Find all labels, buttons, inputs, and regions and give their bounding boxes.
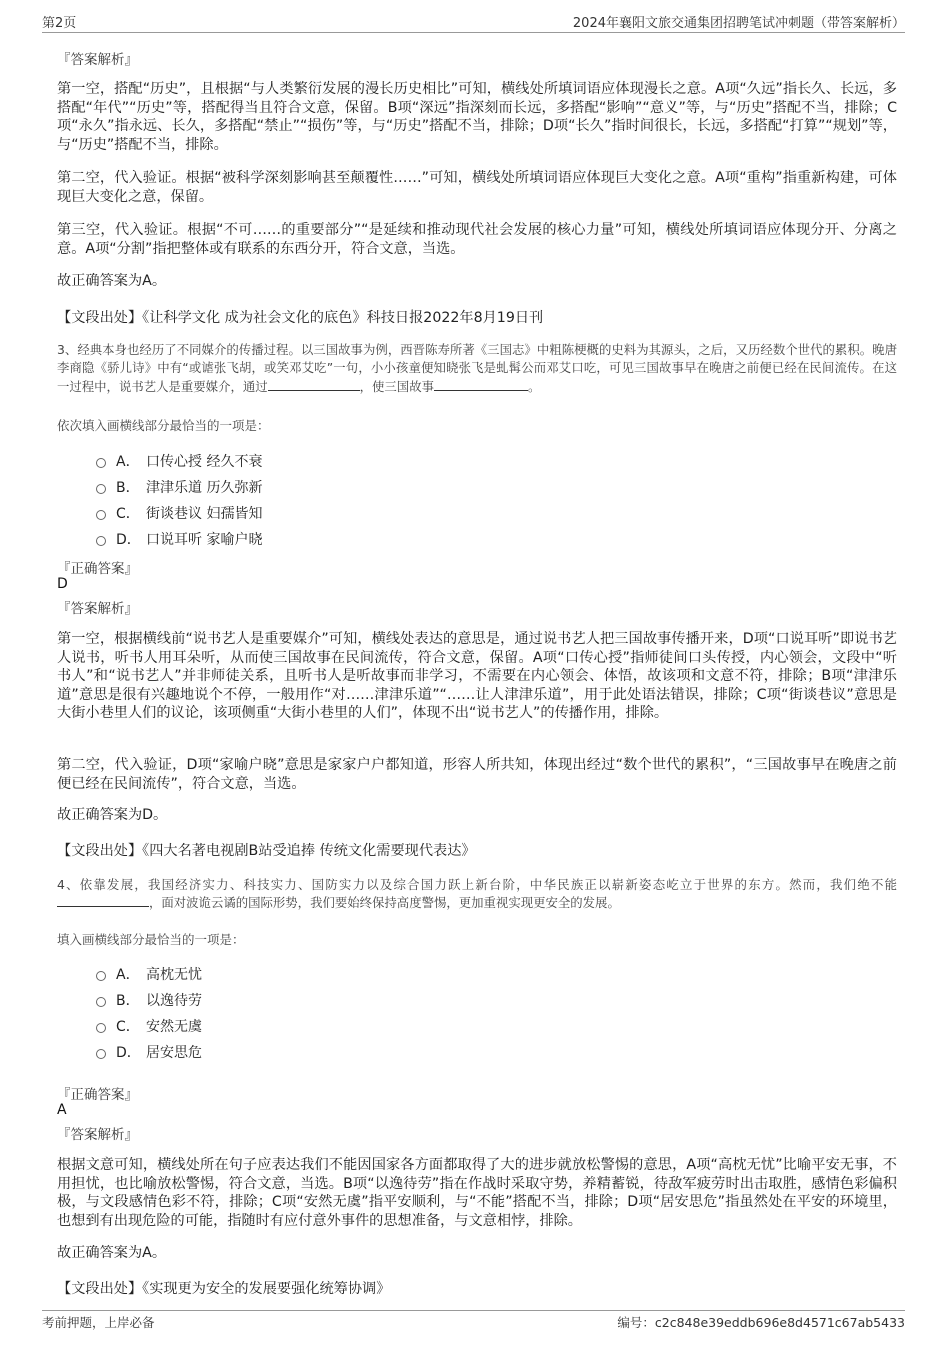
source-citation: 【文段出处】《让科学文化 成为社会文化的底色》科技日报2022年8月19日刊 (57, 310, 544, 326)
radio-icon[interactable] (96, 1023, 106, 1033)
option-a[interactable] (96, 451, 262, 471)
question-text: ，使三国故事 (359, 378, 434, 394)
option-d[interactable] (96, 1042, 202, 1062)
fill-blank (57, 894, 149, 907)
option-text: 安然无虞 (146, 1019, 202, 1035)
option-text: 以逸待劳 (146, 993, 202, 1009)
option-letter: C． (116, 506, 140, 522)
option-text: 口说耳听 家喻户晓 (146, 532, 263, 548)
footer-slogan: 考前押题，上岸必备 (42, 1315, 155, 1330)
answer-conclusion: 故正确答案为A。 (57, 273, 167, 289)
option-letter: A． (116, 967, 140, 983)
question-stem (57, 341, 897, 396)
option-c[interactable] (96, 1016, 202, 1036)
option-text: 口传心授 经久不衰 (146, 454, 263, 470)
source-citation: 【文段出处】《实现更为安全的发展要强化统筹协调》 (57, 1281, 391, 1297)
question-text: 4、依靠发展，我国经济实力、科技实力、国防实力以及综合国力跃上新台阶，中华民族正以崭新姿态屹立于世界的东方。然而，我们绝不能 (57, 877, 897, 892)
footer-divider (42, 1310, 905, 1311)
option-text: 街谈巷议 妇孺皆知 (146, 506, 263, 522)
option-letter: B． (116, 993, 140, 1009)
radio-icon[interactable] (96, 971, 106, 981)
option-text: 高枕无忧 (146, 967, 202, 983)
question-stem (57, 876, 897, 913)
option-text: 居安思危 (146, 1045, 202, 1061)
radio-icon[interactable] (96, 997, 106, 1007)
analysis-label: 『答案解析』 (57, 1127, 138, 1143)
option-a[interactable] (96, 964, 202, 984)
radio-icon[interactable] (96, 510, 106, 520)
option-c[interactable] (96, 503, 262, 523)
question-instruction: 依次填入画横线部分最恰当的一项是： (57, 418, 270, 433)
source-citation: 【文段出处】《四大名著电视剧B站受追捧 传统文化需要现代表达》 (57, 843, 476, 859)
header-divider (42, 32, 905, 33)
fill-blank (268, 378, 360, 391)
code-value: c2c848e39eddb696e8d4571c67ab5433 (654, 1315, 905, 1330)
analysis-paragraph: 第一空，根据横线前“说书艺人是重要媒介”可知，横线处表达的意思是，通过说书艺人把三国故事传播开来，D项“口说耳听”即说书艺人说书，听书人用耳朵听，从而使三国故事在民间流传，符合文意，保留。A项“口传心授”指师徒间口头传授，内心领会，文段中“听书人”和“说书艺人”并非师徒关系，且听书人是听故事而非学习，不需要在内心领会、体悟，故该项和文意不符，排除；B项“津津乐道”意思是很有兴趣地说个不停，一般用作“对……津津乐道”“……让人津津乐道”，用于此处语法错误，排除；C项“街谈巷议”意思是大街小巷里人们的议论，该项侧重“大街小巷里的人们”，体现不出“说书艺人”的传播作用，排除。 (57, 631, 897, 722)
correct-answer: A (57, 1102, 67, 1118)
question-text: ，面对波诡云谲的国际形势，我们要始终保持高度警惕，更加重视实现更安全的发展。 (149, 895, 620, 911)
fill-blank (434, 378, 528, 391)
analysis-paragraph: 根据文意可知，横线处所在句子应表达我们不能因国家各方面都取得了大的进步就放松警惕的意思，A项“高枕无忧”比喻平安无事，不用担忧，也比喻放松警惕，符合文意，当选。B项“以逸待劳”指在作战时采取守势，养精蓄锐，待敌军疲劳时出击取胜，感情色彩偏积极，与文段感情色彩不符，排除；C项“安然无虞”指平安顺利，与“不能”搭配不当，排除；D项“居安思危”指虽然处在平安的环境里，也想到有出现危险的可能，指随时有应付意外事件的思想准备，与文意相悖，排除。 (57, 1157, 897, 1229)
question-text: 。 (527, 378, 541, 394)
question-instruction: 填入画横线部分最恰当的一项是： (57, 932, 245, 947)
option-text: 津津乐道 历久弥新 (146, 480, 263, 496)
page-number: 第2页 (42, 16, 77, 31)
document-title: 2024年襄阳文旅交通集团招聘笔试冲刺题（带答案解析） (572, 16, 905, 31)
option-b[interactable] (96, 477, 262, 497)
analysis-label: 『答案解析』 (57, 52, 138, 68)
option-letter: C． (116, 1019, 140, 1035)
analysis-paragraph: 第一空，搭配“历史”，且根据“与人类繁衍发展的漫长历史相比”可知，横线处所填词语应体现漫长之意。A项“久远”指长久、长远，多搭配“年代”“历史”等，搭配得当且符合文意，保留。B项“深远”指深刻而长远，多搭配“影响”“意义”等，与“历史”搭配不当，排除；C项“永久”指永远、长久，多搭配“禁止”“损伤”等，与“历史”搭配不当，排除；D项“长久”指时间很长，长远，多搭配“打算”“规划”等，与“历史”搭配不当，排除。 (57, 81, 897, 153)
option-b[interactable] (96, 990, 202, 1010)
option-letter: A． (116, 454, 140, 470)
option-letter: D． (116, 532, 141, 548)
analysis-label: 『答案解析』 (57, 601, 138, 617)
correct-answer-label: 『正确答案』 (57, 1087, 138, 1103)
answer-conclusion: 故正确答案为A。 (57, 1245, 167, 1261)
code-label: 编号： (617, 1315, 655, 1330)
correct-answer-label: 『正确答案』 (57, 561, 138, 577)
question-text: 3、经典本身也经历了不同媒介的传播过程。以三国故事为例，西晋陈寿所著《三国志》中粗陈梗概的史料为其源头，之后，又历经数个世代的累积。晚唐李商隐《骄儿诗》中有“或谑张飞胡，或笑邓艾吃”一句，小小孩童便知晓张飞是虬髯公而邓艾口吃，可见三国故事早在晚唐之前便已经在民间流传。在这一过程中，说书艺人是重要媒介，通过 (57, 342, 897, 394)
radio-icon[interactable] (96, 484, 106, 494)
correct-answer: D (57, 576, 68, 592)
radio-icon[interactable] (96, 458, 106, 468)
analysis-paragraph: 第三空，代入验证。根据“不可……的重要部分”“是延续和推动现代社会发展的核心力量”可知，横线处所填词语应体现分开、分离之意。A项“分割”指把整体或有联系的东西分开，符合文意，当选。 (57, 222, 897, 257)
analysis-paragraph: 第二空，代入验证。根据“被科学深刻影响甚至颠覆性……”可知，横线处所填词语应体现巨大变化之意。A项“重构”指重新构建，可体现巨大变化之意，保留。 (57, 170, 897, 205)
radio-icon[interactable] (96, 536, 106, 546)
option-letter: B． (116, 480, 140, 496)
answer-conclusion: 故正确答案为D。 (57, 807, 168, 823)
analysis-paragraph: 第二空，代入验证，D项“家喻户晓”意思是家家户户都知道，形容人所共知，体现出经过“数个世代的累积”，“三国故事早在晚唐之前便已经在民间流传”，符合文意，当选。 (57, 757, 897, 792)
radio-icon[interactable] (96, 1049, 106, 1059)
option-letter: D． (116, 1045, 141, 1061)
document-code (617, 1313, 905, 1331)
option-d[interactable] (96, 529, 262, 549)
